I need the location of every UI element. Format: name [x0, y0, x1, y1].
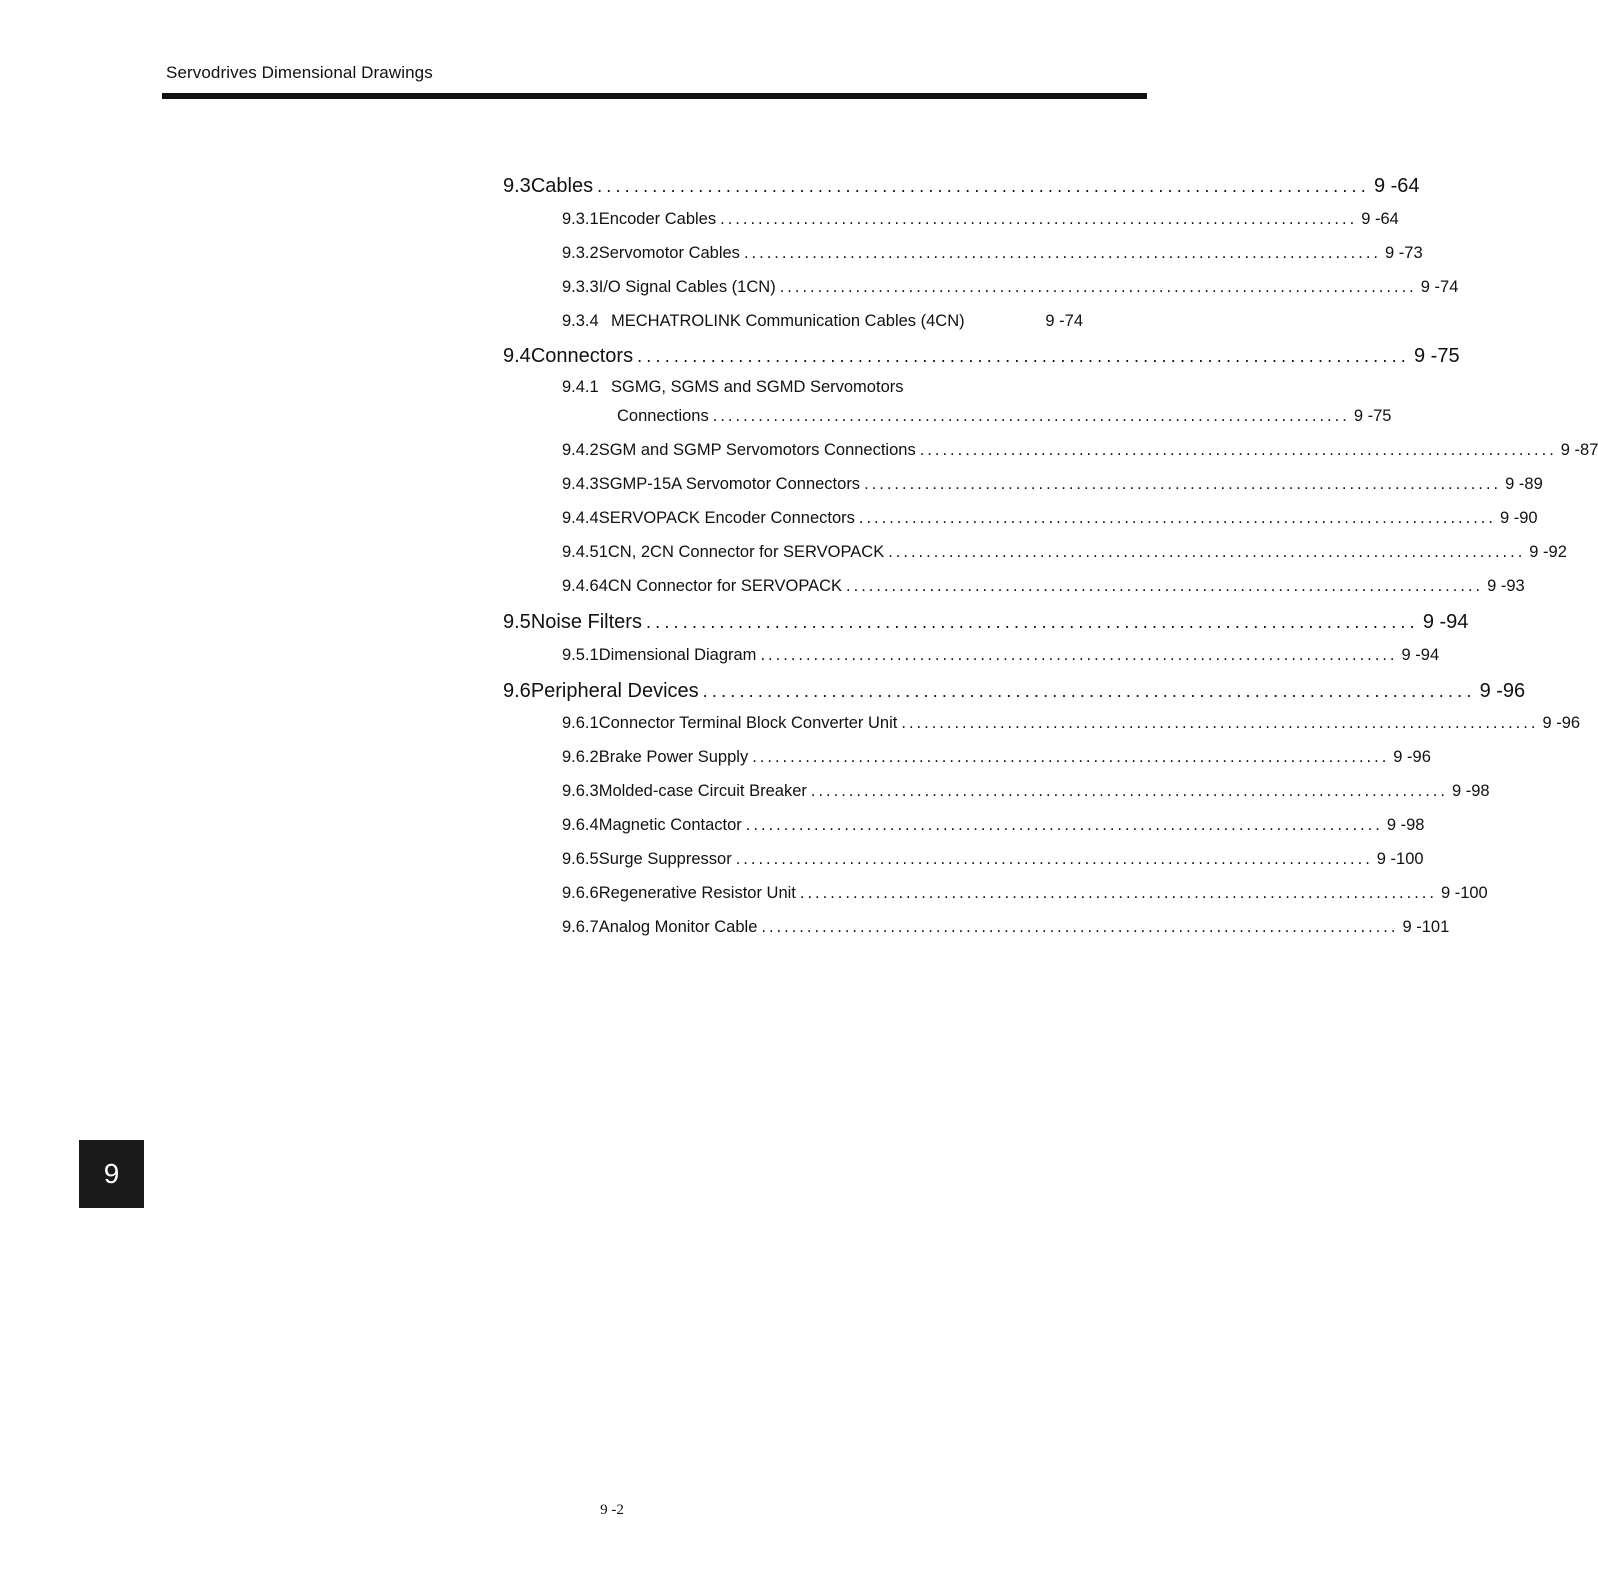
toc-section-9-5[interactable]: [503, 611, 1469, 634]
chapter-tab[interactable]: 9: [79, 1140, 144, 1208]
toc-page: 9 -87: [1560, 441, 1598, 459]
toc-title: Connectors: [530, 345, 634, 367]
toc-section-9-4[interactable]: [503, 345, 1460, 368]
toc-number: 9.6.4: [562, 816, 599, 834]
dot-leader: ....................................................................................: [712, 407, 1350, 425]
toc-title: 1CN, 2CN Connector for SERVOPACK: [598, 543, 885, 561]
toc-number: 9.3.1: [562, 210, 599, 228]
toc-subsection-9-4-2[interactable]: [562, 441, 1598, 460]
toc-title: Magnetic Contactor: [598, 816, 742, 834]
toc-subsection-9-4-4[interactable]: [562, 509, 1538, 528]
toc-number: 9.6.1: [562, 714, 599, 732]
toc-number: 9.3.2: [562, 244, 599, 262]
toc-number: 9.4.4: [562, 509, 599, 527]
toc-title: Regenerative Resistor Unit: [598, 884, 796, 902]
dot-leader: ....................................................................................: [810, 782, 1448, 800]
toc-page: 9 -74: [1045, 312, 1083, 330]
toc-title: MECHATROLINK Communication Cables (4CN): [611, 312, 965, 330]
dot-leader: ....................................................................................: [752, 748, 1390, 766]
toc-subsection-9-4-1-line1[interactable]: [562, 378, 904, 397]
toc-title: Molded-case Circuit Breaker: [598, 782, 807, 800]
toc-number: 9.4.2: [562, 441, 599, 459]
dot-leader: ....................................................................................: [846, 577, 1484, 595]
dot-leader: ....................................................................................: [858, 509, 1496, 527]
toc-subsection-9-4-6[interactable]: [562, 577, 1525, 596]
toc-number: 9.6.6: [562, 884, 599, 902]
toc-title: SERVOPACK Encoder Connectors: [598, 509, 855, 527]
dot-leader: ....................................................................................: [702, 681, 1476, 701]
dot-leader: ....................................................................................: [743, 244, 1382, 262]
toc-number: 9.3.4: [562, 312, 599, 330]
dot-leader: ....................................................................................: [720, 210, 1358, 228]
toc-number: 9.6.3: [562, 782, 599, 800]
toc-number: 9.4.6: [562, 577, 599, 595]
toc-subsection-9-6-7[interactable]: [562, 918, 1450, 937]
toc-subsection-9-6-2[interactable]: [562, 748, 1431, 767]
dot-leader: ....................................................................................: [645, 612, 1419, 632]
dot-leader: ....................................................................................: [745, 816, 1383, 834]
toc-page: 9 -90: [1499, 509, 1538, 527]
toc-title: SGM and SGMP Servomotors Connections: [598, 441, 916, 459]
running-title: Servodrives Dimensional Drawings: [166, 63, 433, 82]
toc-subsection-9-3-1[interactable]: [562, 210, 1399, 229]
dot-leader: ....................................................................................: [779, 278, 1417, 296]
toc-page: 9 -89: [1505, 475, 1543, 493]
dot-leader: ....................................................................................: [888, 543, 1526, 561]
toc-page: 9 -94: [1401, 646, 1440, 664]
dot-leader: ....................................................................................: [864, 475, 1502, 493]
toc-page: 9 -64: [1373, 175, 1420, 197]
toc-number: 9.5: [503, 611, 531, 633]
toc-number: 9.4.3: [562, 475, 599, 493]
toc-page: 9 -100: [1376, 850, 1424, 868]
toc-title: SGMP-15A Servomotor Connectors: [598, 475, 861, 493]
toc-title: Brake Power Supply: [598, 748, 749, 766]
toc-subsection-9-6-1[interactable]: [562, 714, 1581, 733]
toc-title: Peripheral Devices: [530, 680, 699, 702]
toc-page: 9 -75: [1413, 345, 1460, 367]
toc-number: 9.6.5: [562, 850, 599, 868]
toc-page: 9 -96: [1542, 714, 1581, 732]
toc-number: 9.4.5: [562, 543, 599, 561]
toc-page: 9 -98: [1386, 816, 1425, 834]
toc-subsection-9-5-1[interactable]: [562, 646, 1440, 665]
toc-section-9-6[interactable]: [503, 680, 1526, 703]
toc-subsection-9-6-3[interactable]: [562, 782, 1490, 801]
toc-subsection-9-3-3[interactable]: [562, 278, 1459, 297]
toc-number: 9.3: [503, 175, 531, 197]
toc-title: Surge Suppressor: [598, 850, 732, 868]
page-number: 9 -2: [600, 1502, 624, 1518]
toc-page: 9 -101: [1402, 918, 1450, 936]
toc-page: 9 -73: [1385, 244, 1423, 262]
toc-page: 9 -75: [1353, 407, 1392, 425]
toc-title: Cables: [530, 175, 594, 197]
toc-subsection-9-6-6[interactable]: [562, 884, 1488, 903]
toc-title: Dimensional Diagram: [598, 646, 757, 664]
toc-page: 9 -96: [1393, 748, 1431, 766]
toc-page: 9 -98: [1451, 782, 1490, 800]
toc-title: Connector Terminal Block Converter Unit: [598, 714, 898, 732]
toc-subsection-9-4-1-line2[interactable]: [617, 407, 1392, 426]
toc-title: I/O Signal Cables (1CN): [598, 278, 776, 296]
toc-page: 9 -96: [1479, 680, 1526, 702]
toc-number: 9.6.2: [562, 748, 599, 766]
toc-subsection-9-3-2[interactable]: [562, 244, 1423, 263]
toc-page: 9 -93: [1487, 577, 1525, 595]
dot-leader: ....................................................................................: [760, 646, 1398, 664]
toc-subsection-9-3-4[interactable]: [562, 312, 1083, 331]
dot-leader: ....................................................................................: [761, 918, 1399, 936]
toc-number: 9.3.3: [562, 278, 599, 296]
toc-page: 9 -94: [1422, 611, 1469, 633]
toc-number: 9.6: [503, 680, 531, 702]
dot-leader: ....................................................................................: [799, 884, 1437, 902]
toc-number: 9.6.7: [562, 918, 599, 936]
toc-number: 9.5.1: [562, 646, 599, 664]
toc-page: 9 -64: [1361, 210, 1399, 228]
toc-title: 4CN Connector for SERVOPACK: [598, 577, 843, 595]
toc-page: 9 -100: [1440, 884, 1488, 902]
toc-title: SGMG, SGMS and SGMD Servomotors: [611, 378, 904, 396]
toc-subsection-9-4-3[interactable]: [562, 475, 1543, 494]
dot-leader: ....................................................................................: [919, 441, 1557, 459]
toc-title-continued: Connections: [617, 407, 709, 425]
toc-subsection-9-6-5[interactable]: [562, 850, 1424, 869]
toc-title: Analog Monitor Cable: [598, 918, 758, 936]
toc-title: Noise Filters: [530, 611, 642, 633]
toc-page: 9 -92: [1529, 543, 1567, 561]
toc-subsection-9-6-4[interactable]: [562, 816, 1425, 835]
toc-subsection-9-4-5[interactable]: [562, 543, 1567, 562]
toc-title: Servomotor Cables: [598, 244, 740, 262]
toc-page: 9 -74: [1420, 278, 1459, 296]
dot-leader: ....................................................................................: [735, 850, 1373, 868]
toc-title: Encoder Cables: [598, 210, 717, 228]
dot-leader: ....................................................................................: [597, 176, 1370, 196]
dot-leader: ....................................................................................: [637, 346, 1410, 366]
dot-leader: ....................................................................................: [901, 714, 1539, 732]
toc-section-9-3[interactable]: [503, 175, 1420, 198]
toc-number: 9.4.1: [562, 378, 599, 396]
toc-number: 9.4: [503, 345, 531, 367]
